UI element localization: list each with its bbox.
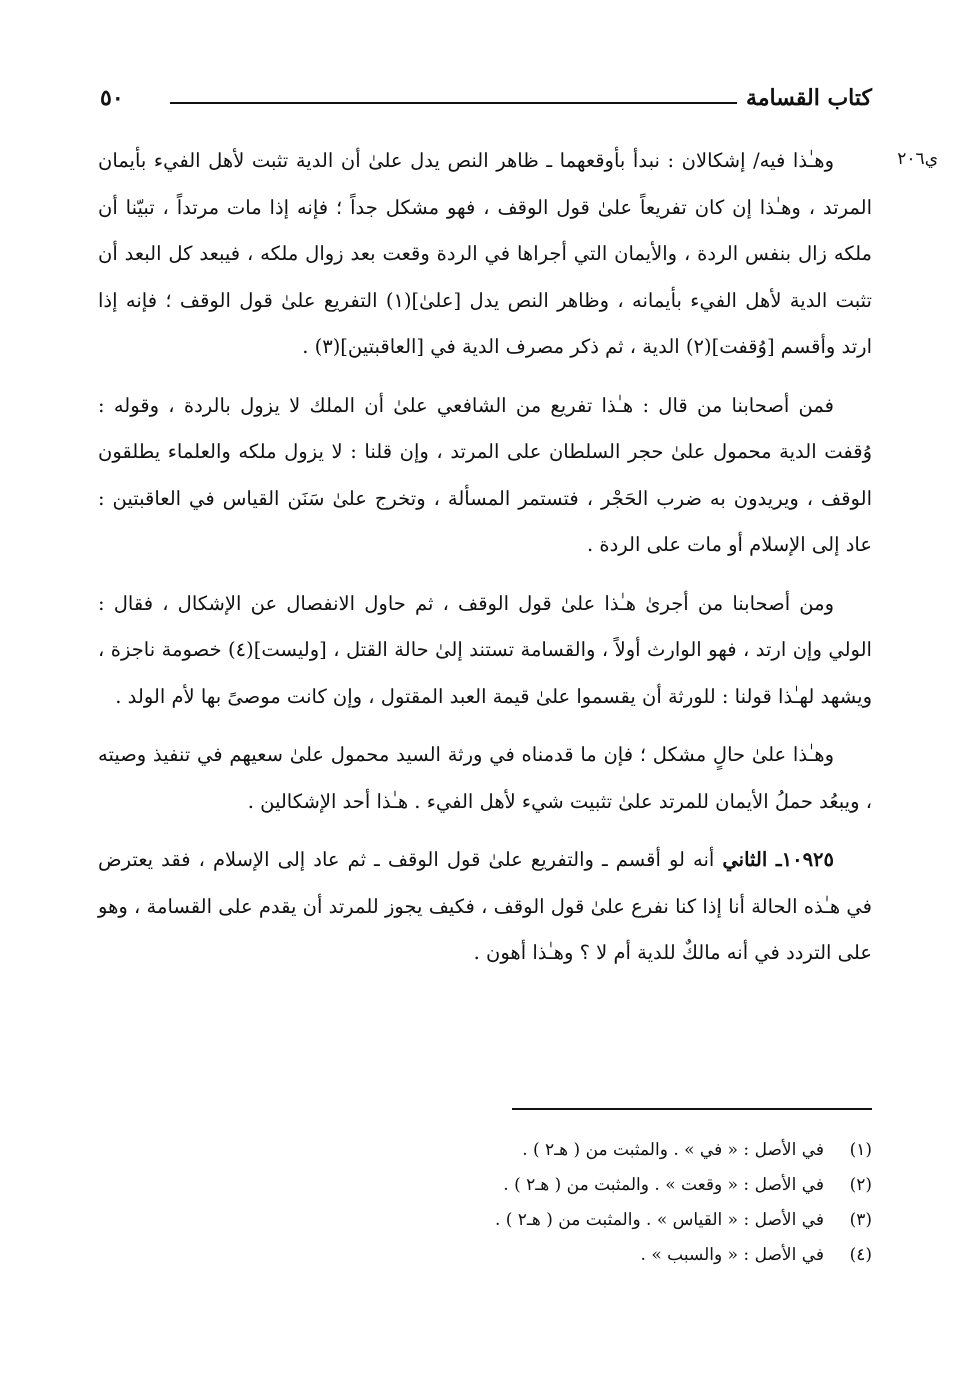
- margin-reference: ي٢٠٦: [897, 149, 938, 169]
- footnote-text: في الأصل : « والسبب » .: [640, 1245, 824, 1265]
- running-title: كتاب القسامة: [745, 85, 872, 111]
- paragraph: [98, 138, 872, 371]
- paragraph: [98, 732, 872, 825]
- footnote-text: في الأصل : « وقعت » . والمثبت من ( هـ٢ ) .: [503, 1175, 824, 1195]
- footnote-text: في الأصل : « في » . والمثبت من ( هـ٢ ) .: [522, 1140, 824, 1160]
- paragraph-text: وهـٰذا فيه/ إشكالان : نبدأ بأوقعهما ـ ظاهر النص يدل علىٰ أن الدية تثبت لأهل الفيء بأيمان المرتد ، وهـٰذا إن كان تفريعاً علىٰ قول الوقف ، فهو مشكل جداً ؛ فإنه إذا مات مرتداً ، تبيّنا أن ملكه زال بنفس الردة ، والأيمان التي أجراها في الردة وقعت بعد زوال ملكه ، فيبعد كل البعد أن تثبت الدية لأهل الفيء بأيمانه ، وظاهر النص يدل [علىٰ](١) التفريع علىٰ قول الوقف ؛ فإنه إذا ارتد وأقسم [وُقفت](٢) الدية ، ثم ذكر مصرف الدية في [العاقبتين](٣) .: [98, 149, 872, 358]
- paragraph-lead: ١٠٩٢٥ـ الثاني: [722, 848, 834, 871]
- footnote-number: (٢): [849, 1175, 872, 1195]
- footnotes: [372, 1133, 872, 1273]
- paragraph: [98, 383, 872, 569]
- footnote: [372, 1133, 872, 1168]
- footnote-number: (١): [849, 1140, 872, 1160]
- paragraph: [98, 837, 872, 977]
- page-number: ٥٠: [100, 85, 124, 111]
- page-header: [100, 78, 872, 118]
- footnote-number: (٣): [849, 1210, 872, 1230]
- footnote: [372, 1168, 872, 1203]
- paragraph: [98, 581, 872, 721]
- body-text: [98, 138, 872, 989]
- footnote: [372, 1238, 872, 1273]
- paragraph-text: أنه لو أقسم ـ والتفريع علىٰ قول الوقف ـ ثم عاد إلى الإسلام ، فقد يعترض في هـٰذه الحالة أنا إذا كنا نفرع علىٰ قول الوقف ، فكيف يجوز للمرتد أن يقدم على القسامة ، وهو على التردد في أنه مالكٌ للدية أم لا ؟ وهـٰذا أهون .: [98, 848, 872, 964]
- footnote-rule: [512, 1108, 872, 1110]
- header-rule: [170, 102, 737, 104]
- paragraph-text: فمن أصحابنا من قال : هـٰذا تفريع من الشافعي علىٰ أن الملك لا يزول بالردة ، وقوله : وُقفت الدية محمول علىٰ حجر السلطان على المرتد ، وإن قلنا : لا يزول ملكه والعلماء يطلقون الوقف ، ويريدون به ضرب الحَجْر ، فتستمر المسألة ، وتخرج علىٰ سَنَن القياس في العاقبتين : عاد إلى الإسلام أو مات على الردة .: [98, 393, 872, 556]
- paragraph-text: وهـٰذا علىٰ حالٍ مشكل ؛ فإن ما قدمناه في ورثة السيد محمول علىٰ سعيهم في تنفيذ وصيته ، ويبعُد حملُ الأيمان للمرتد علىٰ تثبيت شيء لأهل الفيء . هـٰذا أحد الإشكالين .: [98, 743, 872, 813]
- footnote: [372, 1203, 872, 1238]
- paragraph-text: ومن أصحابنا من أجرىٰ هـٰذا علىٰ قول الوقف ، ثم حاول الانفصال عن الإشكال ، فقال : الولي وإن ارتد ، فهو الوارث أولاً ، والقسامة تستند إلىٰ حالة القتل ، [وليست](٤) خصومة ناجزة ، ويشهد لهـٰذا قولنا : للورثة أن يقسموا علىٰ قيمة العبد المقتول ، وإن كانت موصىً بها لأم الولد .: [98, 591, 872, 708]
- footnote-text: في الأصل : « القياس » . والمثبت من ( هـ٢ ) .: [494, 1210, 824, 1230]
- footnote-number: (٤): [849, 1245, 872, 1265]
